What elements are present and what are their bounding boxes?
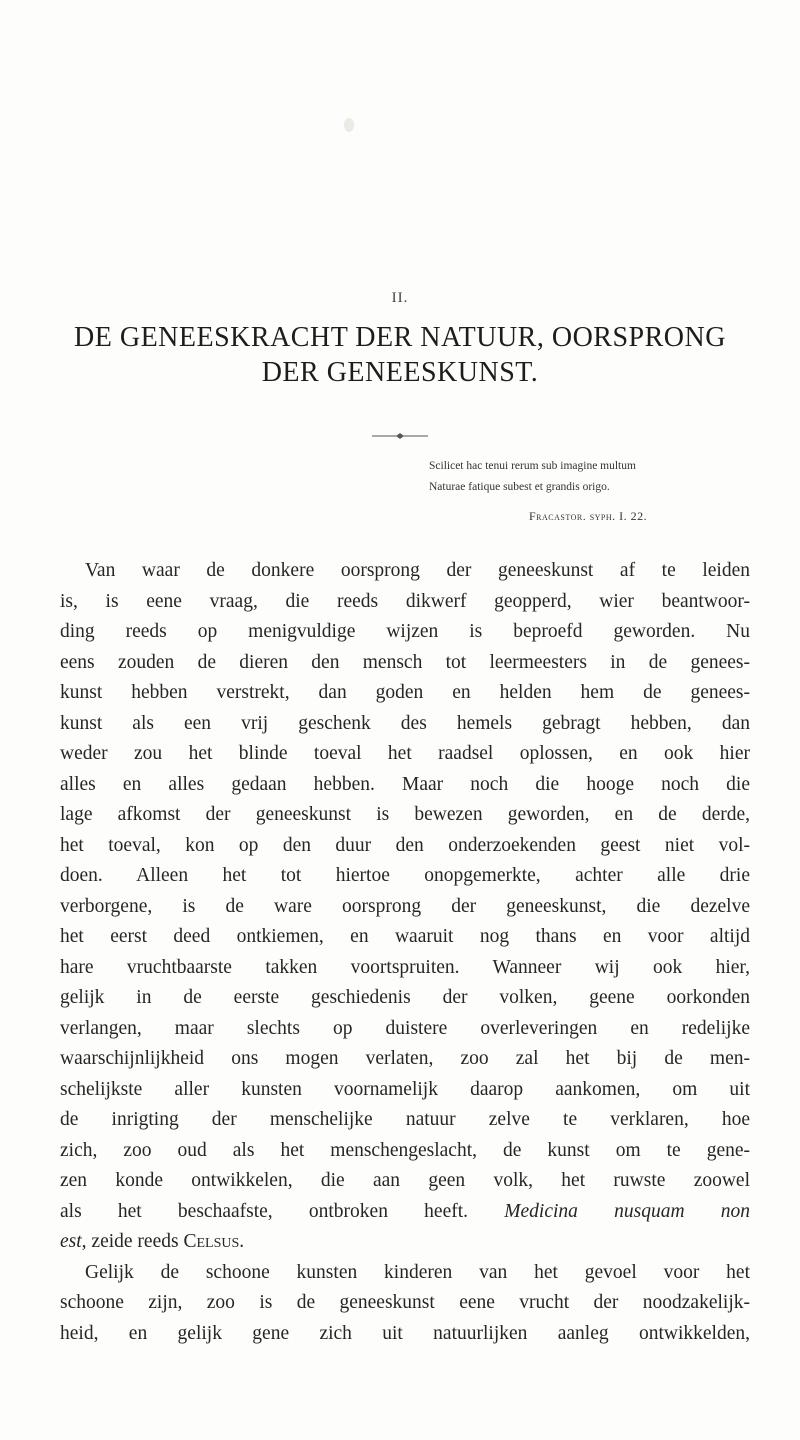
chapter-title [60,320,740,390]
body-line: schoone zijn, zoo is de geneeskunst eene vrucht der noodzakelijk- [60,1292,750,1313]
body-line: schelijkste aller kunsten voornamelijk daarop aankomen, om uit [60,1078,750,1100]
chapter-number: II. [391,290,409,306]
epigraph-source: Fracastor. syph. I. 22. [529,509,648,523]
body-line: kunst hebben verstrekt, dan goden en helden hem de genees- [60,682,750,703]
chapter-title-line-2: DER GENEESKUNST. [261,357,539,388]
body-line: gelijk in de eerste geschiedenis der volken, geene oorkonden [60,987,750,1008]
body-line: zich, zoo oud als het menschengeslacht, de kunst om te gene- [60,1139,750,1161]
body-line: zen konde ontwikkelen, die aan geen volk, het ruwste zoowel [60,1170,750,1191]
rule-ornament-icon [370,431,430,441]
body-line: weder zou het blinde toeval het raadsel oplossen, en ook hier [60,743,750,764]
body-line: Gelijk de schoone kunsten kinderen van het gevoel voor het [85,1261,750,1283]
body-line-text: , zeide reeds [81,1231,184,1252]
body-line-text: . [239,1231,245,1252]
body-line: waarschijnlijkheid ons mogen verlaten, zoo zal het bij de men- [60,1048,750,1069]
body-line: het eerst deed ontkiemen, en waaruit nog thans en voor altijd [60,926,750,947]
body-line-with-quote [60,1197,750,1228]
body-line: eens zouden de dieren den mensch tot leermeesters in de genees- [60,651,750,673]
body-line: de inrigting der menschelijke natuur zelve te verklaren, hoe [60,1109,750,1130]
body-line: lage afkomst der geneeskunst is bewezen geworden, en de derde, [60,804,750,825]
body-line: verborgene, is de ware oorsprong der geneeskunst, die dezelve [60,895,750,917]
epigraph [429,456,749,527]
body-line: ding reeds op menigvuldige wijzen is beproefd geworden. Nu [60,621,750,642]
chapter-title-line-1: DE GENEESKRACHT DER NATUUR, OORSPRONG [74,322,726,353]
author-name: Celsus [183,1231,240,1252]
paper-smudge [344,118,354,132]
body-line: kunst als een vrij geschenk des hemels gebragt hebben, dan [60,712,750,734]
latin-quote-end: est [60,1231,82,1252]
body-line-text: als het beschaafste, ontbroken heeft. [60,1200,469,1222]
body-text [60,556,750,1349]
body-line: het toeval, kon op den duur den onderzoekenden geest niet vol- [60,834,750,856]
latin-quote: Medicina nusquam non [504,1200,750,1222]
body-line: heid, en gelijk gene zich uit natuurlijken aanleg ontwikkelden, [60,1322,750,1344]
body-line: alles en alles gedaan hebben. Maar noch die hooge noch die [60,773,750,795]
body-line: is, is eene vraag, die reeds dikwerf geopperd, wier beantwoor- [60,590,750,612]
epigraph-line-1: Scilicet hac tenui rerum sub imagine multum [429,460,636,472]
epigraph-line-2: Naturae fatique subest et grandis origo. [429,481,610,493]
body-line: hare vruchtbaarste takken voortspruiten. Wanneer wij ook hier, [60,956,750,978]
body-line-citation [60,1227,750,1258]
body-line: doen. Alleen het tot hiertoe onopgemerkte, achter alle drie [60,865,750,886]
body-line: Van waar de donkere oorsprong der geneeskunst af te leiden [85,560,750,581]
body-line: verlangen, maar slechts op duistere overleveringen en redelijke [60,1017,750,1039]
